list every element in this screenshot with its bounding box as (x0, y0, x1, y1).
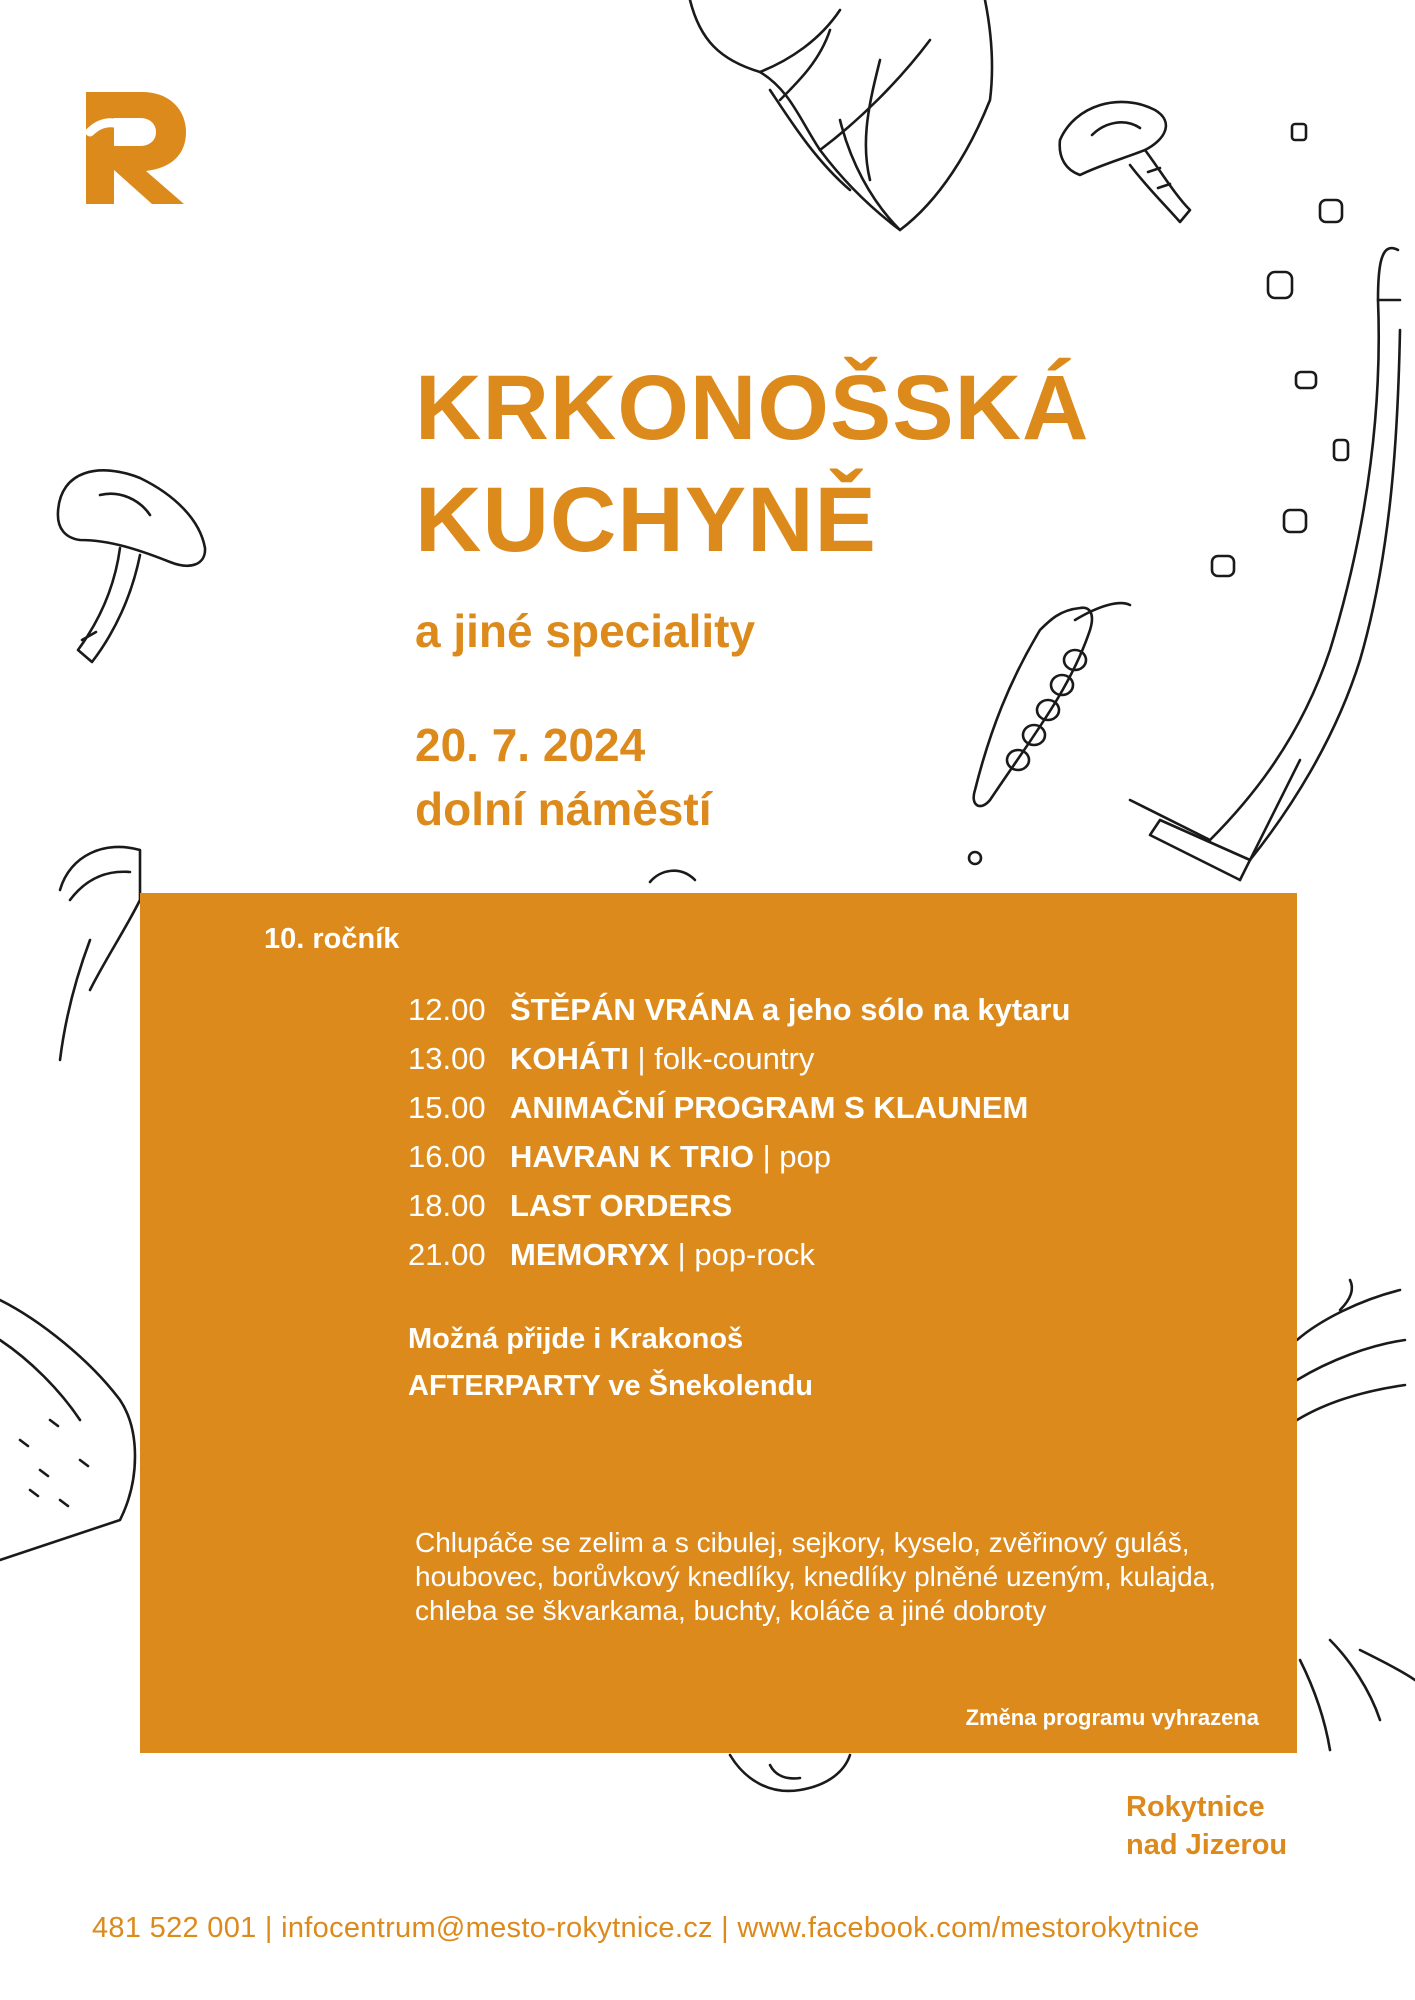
event-date: 20. 7. 2024 (415, 719, 646, 771)
mushroom-illustration (730, 1755, 850, 1791)
schedule-item (408, 985, 1070, 1034)
r-logo-icon (86, 92, 188, 204)
contact-footer: 481 522 001 | infocentrum@mesto-rokytnice.cz | www.facebook.com/mestorokytnice (92, 1912, 1200, 1944)
mushroom-illustration (1060, 102, 1190, 222)
town-name-line2: nad Jizerou (1126, 1829, 1288, 1861)
pea-pod-illustration (974, 603, 1130, 806)
schedule-act: ŠTĚPÁN VRÁNA a jeho sólo na kytaru (510, 992, 1071, 1027)
schedule-item (408, 1181, 1070, 1230)
afterparty-note: AFTERPARTY ve Šnekolendu (408, 1370, 813, 1402)
krakonos-note: Možná přijde i Krakonoš (408, 1323, 744, 1355)
schedule-genre: | folk-country (637, 1041, 815, 1076)
mushroom-illustration (58, 470, 205, 662)
program-change-note: Změna programu vyhrazena (965, 1705, 1259, 1730)
edition-label: 10. ročník (264, 923, 400, 955)
cabbage-leaf-illustration (690, 0, 992, 230)
schedule-item (408, 1230, 1070, 1279)
schedule-time: 21.00 (408, 1237, 486, 1272)
schedule-item (408, 1083, 1070, 1132)
schedule-item (408, 1132, 1070, 1181)
schedule-act: MEMORYX (510, 1237, 670, 1272)
onion-illustration (1300, 1640, 1415, 1750)
schedule-genre: | pop-rock (677, 1237, 815, 1272)
schedule-time: 15.00 (408, 1090, 486, 1125)
schedule-time: 13.00 (408, 1041, 486, 1076)
scallion-illustration (1130, 248, 1400, 880)
schedule-act: LAST ORDERS (510, 1188, 733, 1223)
event-title-line2: KUCHYNĚ (415, 469, 877, 571)
cabbage-illustration (0, 1300, 135, 1560)
schedule-time: 18.00 (408, 1188, 486, 1223)
schedule-time: 12.00 (408, 992, 486, 1027)
event-title (415, 352, 1089, 576)
food-list: Chlupáče se zelim a s cibulej, sejkory, kyselo, zvěřinový guláš, houbovec, borůvkový knedlíky, knedlíky plněné uzeným, kulajda, chleba se škvarkama, buchty, koláče a jiné dobroty (415, 1527, 1217, 1626)
event-place: dolní náměstí (415, 783, 712, 835)
town-name-line1: Rokytnice (1126, 1791, 1265, 1823)
mushroom-cap-illustration (60, 847, 140, 1060)
schedule-act: HAVRAN K TRIO (510, 1139, 754, 1174)
event-subtitle: a jiné speciality (415, 605, 756, 657)
town-name (1126, 1788, 1287, 1864)
schedule-time: 16.00 (408, 1139, 486, 1174)
event-title-line1: KRKONOŠSKÁ (415, 357, 1090, 459)
leek-illustration (1297, 1280, 1405, 1420)
schedule-list (408, 985, 1070, 1279)
sprig-illustration (650, 871, 695, 882)
program-panel (140, 893, 1297, 1753)
schedule-act: KOHÁTI (510, 1041, 629, 1076)
schedule-act: ANIMAČNÍ PROGRAM S KLAUNEM (510, 1090, 1029, 1125)
schedule-genre: | pop (762, 1139, 831, 1174)
schedule-item (408, 1034, 1070, 1083)
